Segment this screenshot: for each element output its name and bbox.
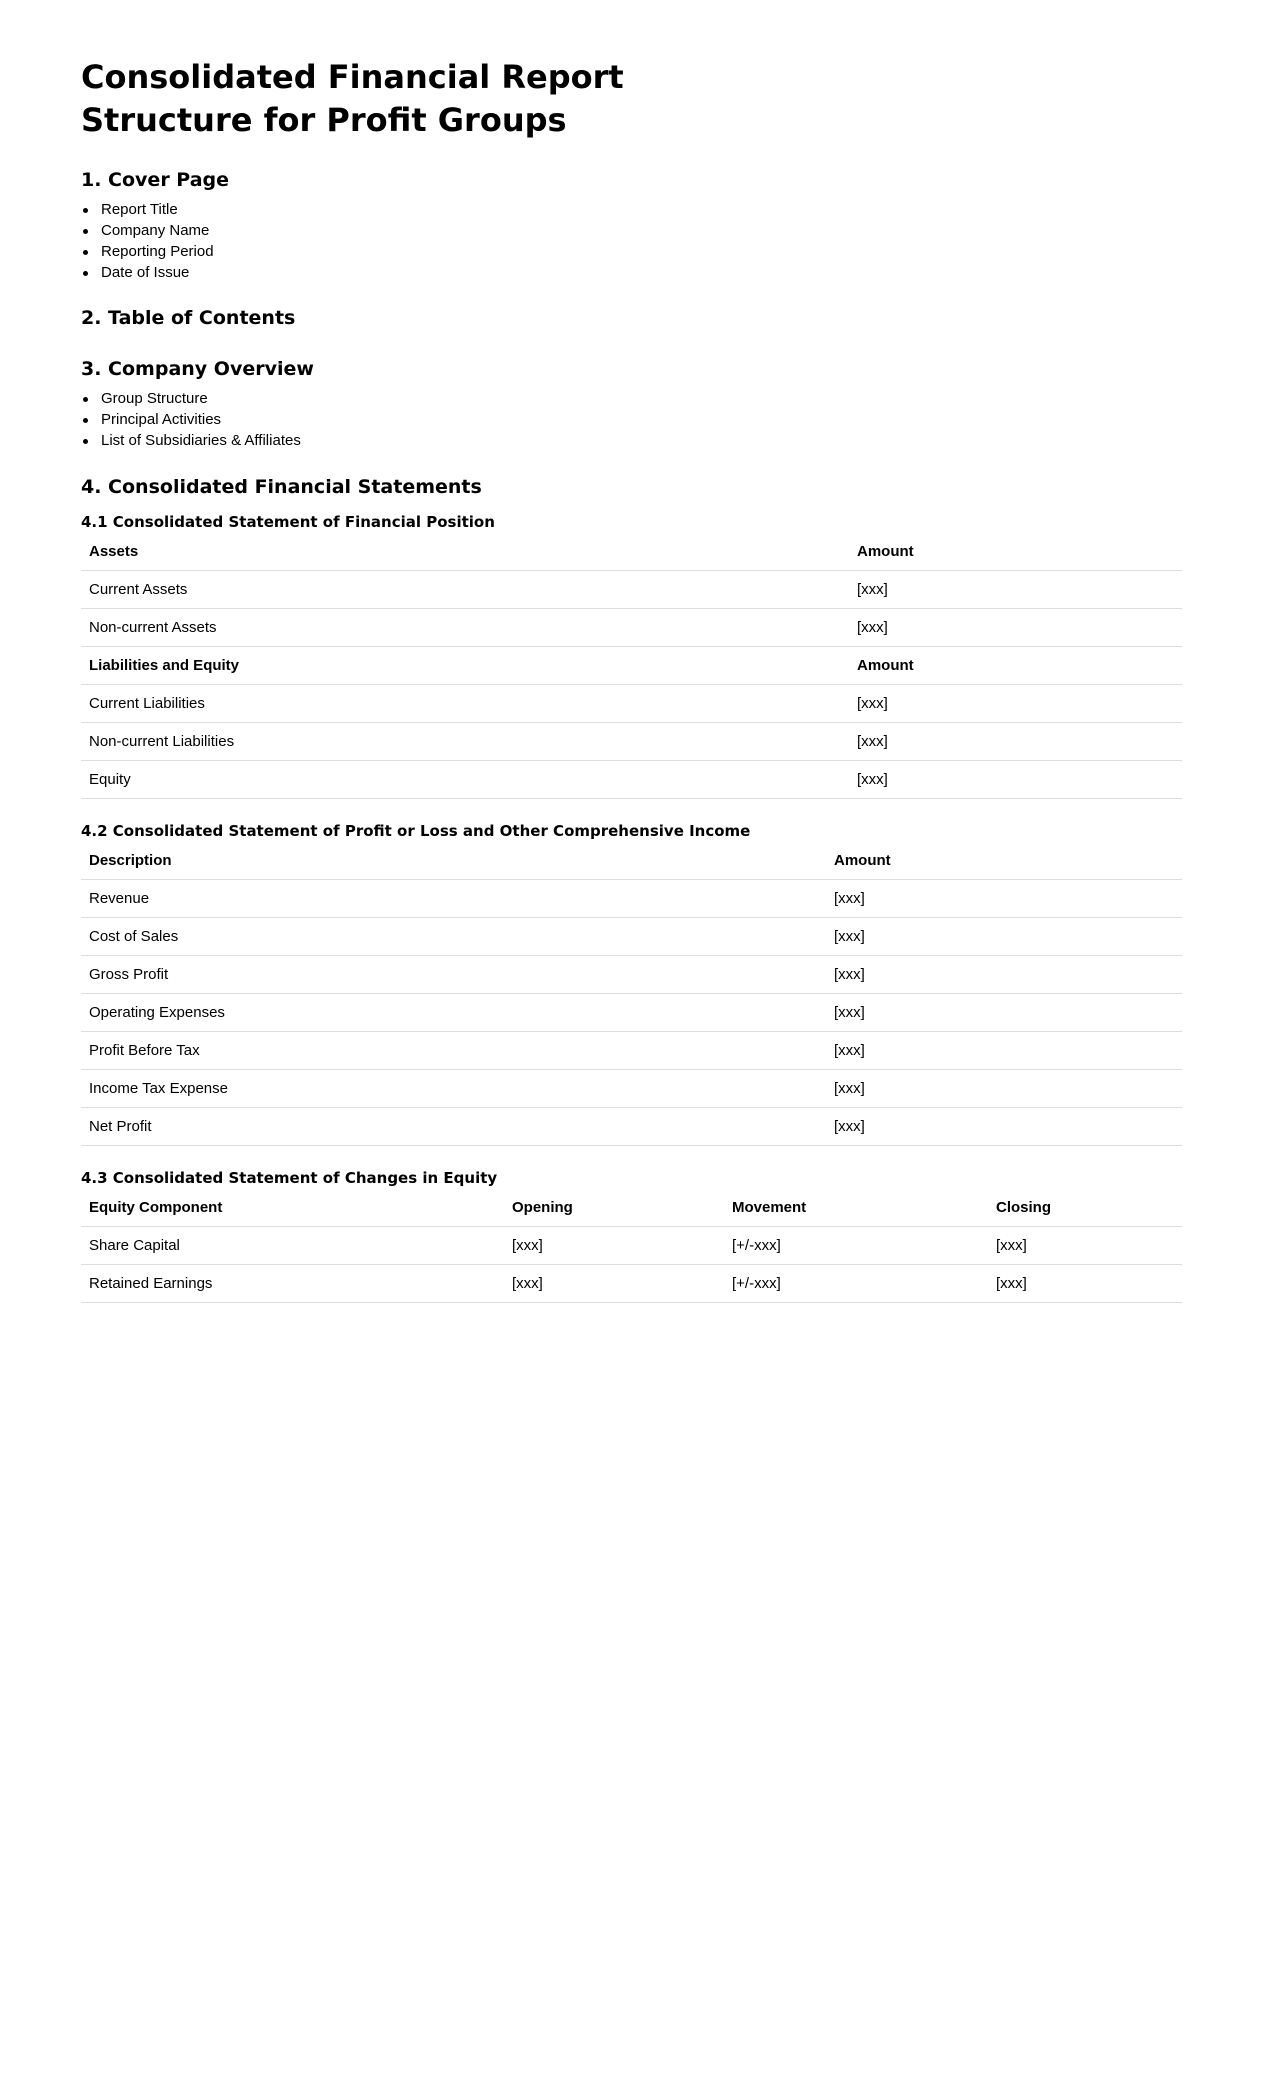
table-cell: [xxx]: [826, 994, 1182, 1032]
table-cell: Amount: [849, 647, 1182, 685]
table-header-cell: Closing: [988, 1189, 1182, 1227]
table-cell: [xxx]: [504, 1265, 724, 1303]
financial-position-table: [81, 533, 1182, 799]
table-row: [81, 685, 1182, 723]
table-cell: Amount: [849, 533, 1182, 571]
table-header-cell: Equity Component: [81, 1189, 504, 1227]
table-row: [81, 880, 1182, 918]
table-header-row: [81, 842, 1182, 880]
table-cell: [+/-xxx]: [724, 1265, 988, 1303]
table-cell: Liabilities and Equity: [81, 647, 849, 685]
table-header-row: [81, 1189, 1182, 1227]
subsection-heading: 4.2 Consolidated Statement of Profit or Loss and Other Comprehensive Income: [81, 822, 751, 840]
cover-page-list: [81, 199, 1182, 283]
table-header-row: [81, 647, 1182, 685]
table-cell: [xxx]: [849, 685, 1182, 723]
table-row: [81, 761, 1182, 799]
table-cell: Operating Expenses: [81, 994, 826, 1032]
table-cell: [xxx]: [849, 723, 1182, 761]
table-cell: Revenue: [81, 880, 826, 918]
table-cell: Current Liabilities: [81, 685, 849, 723]
table-cell: [xxx]: [988, 1265, 1182, 1303]
subsection-heading: 4.3 Consolidated Statement of Changes in Equity: [81, 1169, 498, 1187]
list-item: List of Subsidiaries & Affiliates: [81, 430, 1182, 451]
table-cell: [xxx]: [826, 1032, 1182, 1070]
table-header-cell: Description: [81, 842, 826, 880]
table-row: [81, 723, 1182, 761]
section-heading: 1. Cover Page: [81, 169, 230, 191]
table-cell: [xxx]: [826, 1070, 1182, 1108]
list-item: Group Structure: [81, 388, 1182, 409]
table-row: [81, 956, 1182, 994]
table-cell: [+/-xxx]: [724, 1227, 988, 1265]
table-cell: Net Profit: [81, 1108, 826, 1146]
table-cell: [xxx]: [504, 1227, 724, 1265]
list-item: Report Title: [81, 199, 1182, 220]
profit-loss-table: [81, 842, 1182, 1146]
table-row: [81, 1265, 1182, 1303]
section-financial-statements: [81, 475, 1182, 1303]
list-item: Date of Issue: [81, 262, 1182, 283]
table-row: [81, 1032, 1182, 1070]
table-cell: Income Tax Expense: [81, 1070, 826, 1108]
table-cell: [xxx]: [826, 880, 1182, 918]
table-header-cell: Opening: [504, 1189, 724, 1227]
section-heading: 2. Table of Contents: [81, 307, 296, 329]
table-cell: [xxx]: [988, 1227, 1182, 1265]
section-cover-page: [81, 168, 1182, 283]
table-cell: Cost of Sales: [81, 918, 826, 956]
table-cell: [xxx]: [849, 609, 1182, 647]
table-cell: Gross Profit: [81, 956, 826, 994]
list-item: Company Name: [81, 220, 1182, 241]
section-table-of-contents: [81, 306, 1182, 330]
page-title: Consolidated Financial Report Structure for Profit Groups: [81, 58, 624, 139]
table-cell: [xxx]: [826, 956, 1182, 994]
table-cell: Non-current Liabilities: [81, 723, 849, 761]
table-header-row: [81, 533, 1182, 571]
table-header-cell: Movement: [724, 1189, 988, 1227]
table-cell: Assets: [81, 533, 849, 571]
table-row: [81, 1070, 1182, 1108]
table-cell: Profit Before Tax: [81, 1032, 826, 1070]
table-cell: Retained Earnings: [81, 1265, 504, 1303]
section-heading: 3. Company Overview: [81, 358, 314, 380]
table-cell: Equity: [81, 761, 849, 799]
table-cell: [xxx]: [849, 761, 1182, 799]
table-row: [81, 1227, 1182, 1265]
table-cell: Share Capital: [81, 1227, 504, 1265]
table-row: [81, 571, 1182, 609]
document-content: [81, 56, 1182, 1303]
table-cell: [xxx]: [849, 571, 1182, 609]
section-heading: 4. Consolidated Financial Statements: [81, 476, 482, 498]
table-row: [81, 994, 1182, 1032]
changes-in-equity-table: [81, 1189, 1182, 1303]
table-header-cell: Amount: [826, 842, 1182, 880]
table-row: [81, 1108, 1182, 1146]
table-row: [81, 918, 1182, 956]
table-cell: [xxx]: [826, 1108, 1182, 1146]
table-cell: [xxx]: [826, 918, 1182, 956]
subsection-heading: 4.1 Consolidated Statement of Financial Position: [81, 513, 495, 531]
section-company-overview: [81, 357, 1182, 451]
table-cell: Current Assets: [81, 571, 849, 609]
table-cell: Non-current Assets: [81, 609, 849, 647]
list-item: Principal Activities: [81, 409, 1182, 430]
list-item: Reporting Period: [81, 241, 1182, 262]
company-overview-list: [81, 388, 1182, 451]
table-row: [81, 609, 1182, 647]
